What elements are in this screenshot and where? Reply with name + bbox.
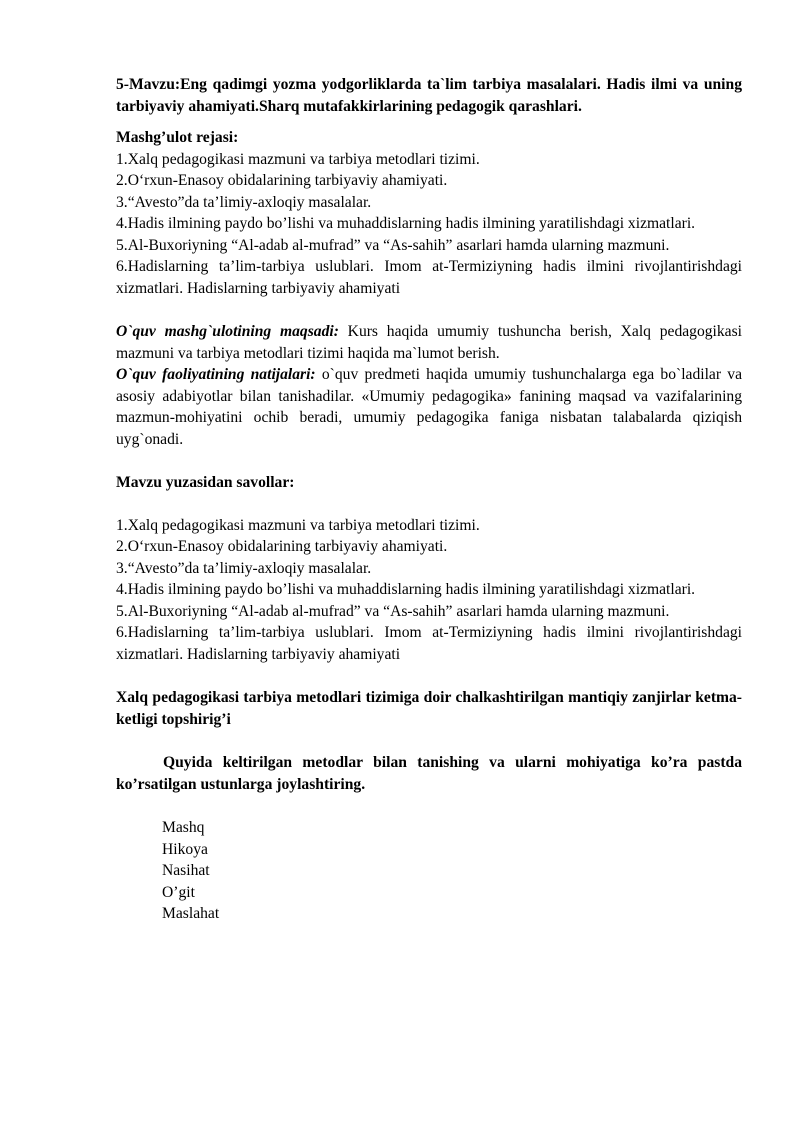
question-item: 4.Hadis ilmining paydo bo’lishi va muhaddislarning hadis ilmining yaratilishdagi xizmatlari.: [116, 581, 696, 598]
question-item: 5.Al-Buxoriyning “Al-adab al-mufrad” va “As-sahih” asarlari hamda ularning mazmuni.: [116, 602, 670, 620]
question-item: 2.O‘rxun-Enasoy obidalarining tarbiyaviy ahamiyati.: [116, 538, 448, 555]
question-item: 3.“Avesto”da ta’limiy-axloqiy masalalar.: [116, 559, 372, 577]
method-item: Nasihat: [162, 862, 210, 879]
goal-paragraph: [116, 321, 742, 364]
plan-item: 2.O‘rxun-Enasoy obidalarining tarbiyaviy ahamiyati.: [116, 172, 448, 189]
methods-list: [116, 817, 742, 925]
question-item: 6.Hadislarning ta’lim-tarbiya uslublari. Imom at-Termiziyning hadis ilmini rivojlantirishdagi xizmatlari. Hadislarning tarbiyaviy ahamiyati: [116, 624, 742, 663]
plan-item: 6.Hadislarning ta’lim-tarbiya uslublari. Imom at-Termiziyning hadis ilmini rivojlantirishdagi xizmatlari. Hadislarning tarbiyaviy ahamiyati: [116, 258, 742, 297]
results-text: o`quv predmeti haqida umumiy tushunchalarga ega bo`ladilar va asosiy adabiyotlar bilan tanishadilar. «Umumiy pedagogika» fanining maqsad va vazifalarining mazmun-mohiyatini ochib beradi, umumiy pedagogika faniga nisbatan talabalarda qiziqish uyg`onadi.: [116, 366, 742, 448]
plan-item: 4.Hadis ilmining paydo bo’lishi va muhaddislarning hadis ilmining yaratilishdagi xizmatlari.: [116, 215, 696, 232]
method-item: Hikoya: [162, 840, 208, 858]
questions-heading: Mavzu yuzasidan savollar:: [116, 474, 295, 491]
plan-list: [116, 149, 742, 300]
results-paragraph: [116, 364, 742, 450]
plan-item: 5.Al-Buxoriyning “Al-adab al-mufrad” va “As-sahih” asarlari hamda ularning mazmuni.: [116, 236, 670, 254]
results-label: O`quv faoliyatining natijalari:: [116, 366, 316, 383]
task-instruction: Quyida keltirilgan metodlar bilan tanishing va ularni mohiyatiga ko’ra pastda ko’rsatilgan ustunlarga joylashtiring.: [116, 754, 742, 793]
topic-title: 5-Mavzu:Eng qadimgi yozma yodgorliklarda ta`lim tarbiya masalalari. Hadis ilmi va uning tarbiyaviy ahamiyati.Sharq mutafakkirlarining pedagogik qarashlari.: [116, 76, 742, 115]
method-item: Mashq: [162, 819, 205, 836]
questions-list: [116, 515, 742, 666]
method-item: O’git: [162, 883, 195, 901]
document-page: [116, 74, 742, 925]
plan-heading: Mashg’ulot rejasi:: [116, 129, 239, 146]
question-item: 1.Xalq pedagogikasi mazmuni va tarbiya metodlari tizimi.: [116, 516, 480, 534]
goal-label: O`quv mashg`ulotining maqsadi:: [116, 323, 339, 340]
method-item: Maslahat: [162, 905, 220, 922]
plan-item: 3.“Avesto”da ta’limiy-axloqiy masalalar.: [116, 193, 372, 211]
goal-text: Kurs haqida umumiy tushuncha berish, Xalq pedagogikasi mazmuni va tarbiya metodlari tizimi haqida ma`lumot berish.: [116, 323, 743, 362]
plan-item: 1.Xalq pedagogikasi mazmuni va tarbiya metodlari tizimi.: [116, 150, 480, 168]
task-heading: Xalq pedagogikasi tarbiya metodlari tizimiga doir chalkashtirilgan mantiqiy zanjirlar ketma-ketligi topshirig’i: [116, 689, 742, 728]
